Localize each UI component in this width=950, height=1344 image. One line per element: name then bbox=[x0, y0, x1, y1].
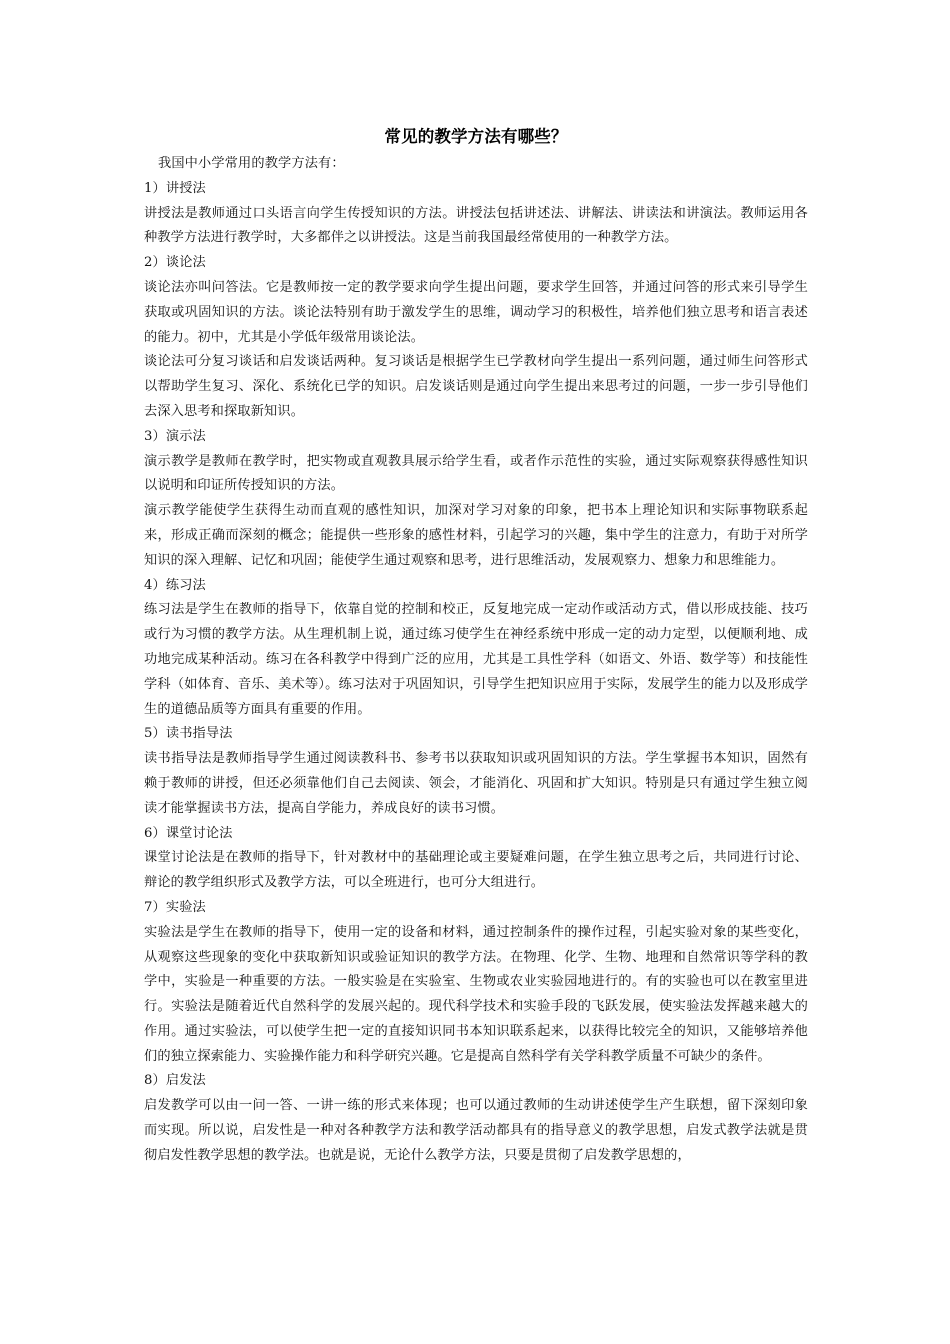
section-paragraph: 启发教学可以由一问一答、一讲一练的形式来体现；也可以通过教师的生动讲述使学生产生联想，留下深刻印象而实现。所以说，启发性是一种对各种教学方法和教学活动都具有的指导意义的教学思想，启发式教学法就是贯彻启发性教学思想的教学法。也就是说，无论什么教学方法，只要是贯彻了启发教学思想的， bbox=[144, 1098, 808, 1163]
section-heading: 7）实验法 bbox=[144, 899, 206, 915]
section-experiment bbox=[144, 896, 808, 1070]
section-heading: 2）谈论法 bbox=[144, 255, 206, 271]
section-paragraph: 演示教学能使学生获得生动而直观的感性知识，加深对学习对象的印象，把书本上理论知识和实际事物联系起来，形成正确而深刻的概念；能提供一些形象的感性材料，引起学习的兴趣，集中学生的注意力，有助于对所学知识的深入理解、记忆和巩固；能使学生通过观察和思考，进行思维活动，发展观察力、想象力和思维能力。 bbox=[144, 503, 808, 568]
section-heading: 1）讲授法 bbox=[144, 180, 206, 196]
section-heading: 5）读书指导法 bbox=[144, 726, 233, 742]
section-reading-guidance bbox=[144, 722, 808, 821]
section-paragraph: 课堂讨论法是在教师的指导下，针对教材中的基础理论或主要疑难问题，在学生独立思考之后，共同进行讨论、辩论的教学组织形式及教学方法，可以全班进行，也可分大组进行。 bbox=[144, 850, 808, 891]
intro-text: 我国中小学常用的教学方法有： bbox=[158, 156, 345, 171]
section-heading: 8）启发法 bbox=[144, 1073, 206, 1089]
section-heading: 3）演示法 bbox=[144, 428, 206, 444]
section-paragraph: 练习法是学生在教师的指导下，依靠自觉的控制和校正，反复地完成一定动作或活动方式，借以形成技能、技巧或行为习惯的教学方法。从生理机制上说，通过练习使学生在神经系统中形成一定的动力定型，以便顺利地、成功地完成某种活动。练习在各科教学中得到广泛的应用，尤其是工具性学科（如语文、外语、数学等）和技能性学科（如体育、音乐、美术等）。练习法对于巩固知识，引导学生把知识应用于实际，发展学生的能力以及形成学生的道德品质等方面具有重要的作用。 bbox=[144, 602, 808, 717]
section-heading: 6）课堂讨论法 bbox=[144, 825, 233, 841]
document-page bbox=[144, 124, 808, 1169]
section-practice bbox=[144, 574, 808, 723]
section-heuristic bbox=[144, 1069, 808, 1168]
document-title: 常见的教学方法有哪些？ bbox=[384, 127, 568, 146]
section-paragraph: 实验法是学生在教师的指导下，使用一定的设备和材料，通过控制条件的操作过程，引起实验对象的某些变化，从观察这些现象的变化中获取新知识或验证知识的教学方法。在物理、化学、生物、地理和自然常识等学科的教学中，实验是一种重要的方法。一般实验是在实验室、生物或农业实验园地进行的。有的实验也可以在教室里进行。实验法是随着近代自然科学的发展兴起的。现代科学技术和实验手段的飞跃发展，使实验法发挥越来越大的作用。通过实验法，可以使学生把一定的直接知识同书本知识联系起来，以获得比较完全的知识，又能够培养他们的独立探索能力、实验操作能力和科学研究兴趣。它是提高自然科学有关学科教学质量不可缺少的条件。 bbox=[144, 924, 808, 1064]
section-paragraph: 演示教学是教师在教学时，把实物或直观教具展示给学生看，或者作示范性的实验，通过实际观察获得感性知识以说明和印证所传授知识的方法。 bbox=[144, 453, 808, 494]
section-paragraph: 讲授法是教师通过口头语言向学生传授知识的方法。讲授法包括讲述法、讲解法、讲读法和讲演法。教师运用各种教学方法进行教学时，大多都伴之以讲授法。这是当前我国最经常使用的一种教学方法。 bbox=[144, 205, 808, 246]
section-classroom-discussion bbox=[144, 822, 808, 896]
section-heading: 4）练习法 bbox=[144, 577, 206, 593]
section-paragraph: 谈论法亦叫问答法。它是教师按一定的教学要求向学生提出问题，要求学生回答，并通过问答的形式来引导学生获取或巩固知识的方法。谈论法特别有助于激发学生的思维，调动学习的积极性，培养他们独立思考和语言表述的能力。初中，尤其是小学低年级常用谈论法。 bbox=[144, 279, 808, 345]
section-discussion bbox=[144, 251, 808, 425]
section-demonstration bbox=[144, 425, 808, 574]
section-lecture bbox=[144, 177, 808, 251]
section-paragraph: 谈论法可分复习谈话和启发谈话两种。复习谈话是根据学生已学教材向学生提出一系列问题，通过师生问答形式以帮助学生复习、深化、系统化已学的知识。启发谈话则是通过向学生提出来思考过的问题，一步一步引导他们去深入思考和探取新知识。 bbox=[144, 354, 808, 419]
section-paragraph: 读书指导法是教师指导学生通过阅读教科书、参考书以获取知识或巩固知识的方法。学生掌握书本知识，固然有赖于教师的讲授，但还必须靠他们自己去阅读、领会，才能消化、巩固和扩大知识。特别是只有通过学生独立阅读才能掌握读书方法，提高自学能力，养成良好的读书习惯。 bbox=[144, 751, 808, 816]
